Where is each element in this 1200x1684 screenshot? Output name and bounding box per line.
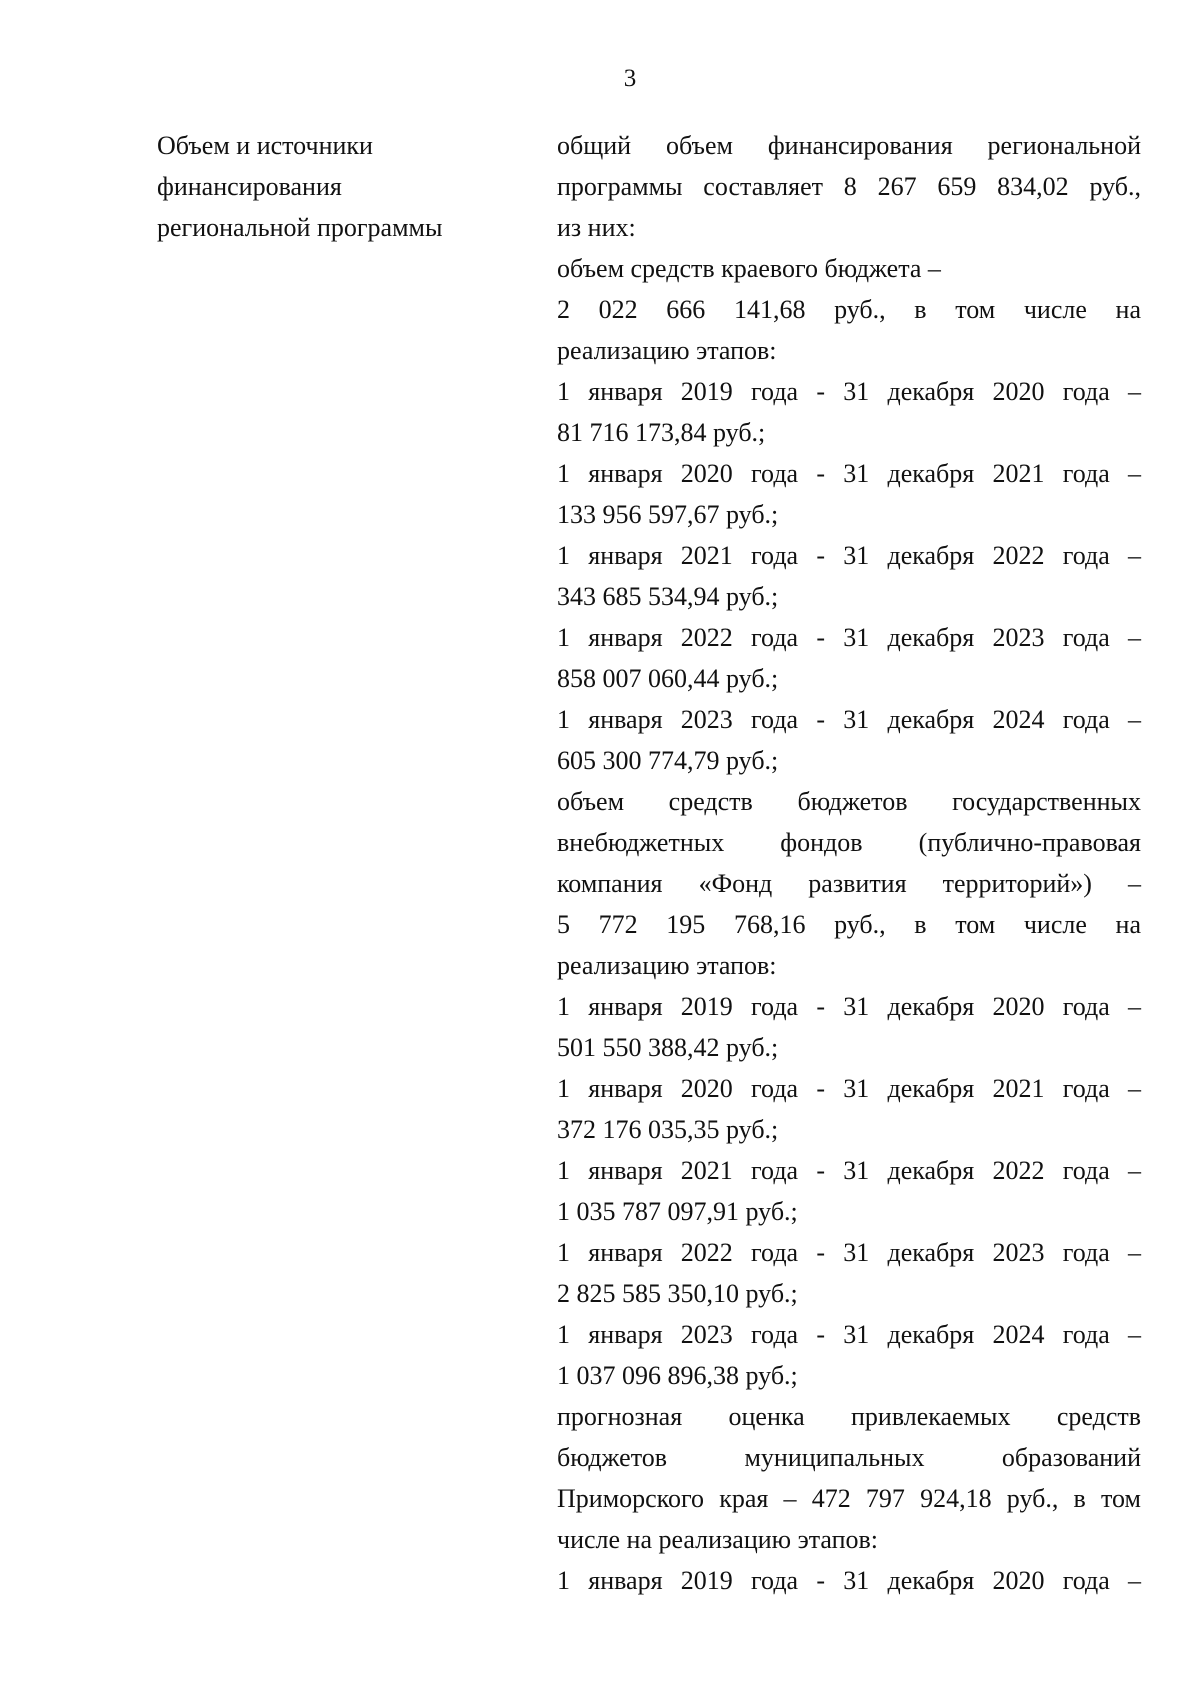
right-cell-line: общий объем финансирования региональной xyxy=(557,131,1141,160)
right-cell-line: 372 176 035,35 руб.; xyxy=(557,1115,779,1144)
right-cell-line: 1 035 787 097,91 руб.; xyxy=(557,1197,798,1226)
right-cell-line: 2 825 585 350,10 руб.; xyxy=(557,1279,798,1308)
left-cell-line: финансирования xyxy=(157,172,342,201)
page-number: 3 xyxy=(623,65,637,92)
right-cell-line: 1 января 2022 года - 31 декабря 2023 года – xyxy=(557,623,1141,652)
right-cell-line: числе на реализацию этапов: xyxy=(557,1525,879,1554)
right-cell-line: объем средств бюджетов государственных xyxy=(557,787,1141,816)
left-cell-line: Объем и источники xyxy=(157,131,373,160)
right-cell-line: 343 685 534,94 руб.; xyxy=(557,582,779,611)
right-cell-line: 1 января 2019 года - 31 декабря 2020 года – xyxy=(557,377,1141,406)
right-cell-line: программы составляет 8 267 659 834,02 руб., xyxy=(557,172,1141,201)
right-cell-line: 5 772 195 768,16 руб., в том числе на xyxy=(557,910,1141,939)
right-cell-line: 1 января 2019 года - 31 декабря 2020 года – xyxy=(557,1566,1141,1595)
right-cell-line: 605 300 774,79 руб.; xyxy=(557,746,779,775)
right-cell-line: объем средств краевого бюджета – xyxy=(557,254,941,283)
right-cell-line: 81 716 173,84 руб.; xyxy=(557,418,766,447)
right-cell-line: 501 550 388,42 руб.; xyxy=(557,1033,779,1062)
right-cell-line: 1 января 2020 года - 31 декабря 2021 года – xyxy=(557,1074,1141,1103)
right-cell-line: 133 956 597,67 руб.; xyxy=(557,500,779,529)
right-cell-line: 1 января 2023 года - 31 декабря 2024 года – xyxy=(557,705,1141,734)
right-cell-line: из них: xyxy=(557,213,636,242)
right-cell-line: 1 января 2021 года - 31 декабря 2022 года – xyxy=(557,1156,1141,1185)
right-cell-line: 858 007 060,44 руб.; xyxy=(557,664,779,693)
right-cell-line: реализацию этапов: xyxy=(557,336,777,365)
right-cell-line: реализацию этапов: xyxy=(557,951,777,980)
right-cell-line: 1 января 2020 года - 31 декабря 2021 года – xyxy=(557,459,1141,488)
left-cell-line: региональной программы xyxy=(157,213,443,242)
right-cell-line: прогнозная оценка привлекаемых средств xyxy=(557,1402,1141,1431)
right-cell-line: 1 января 2022 года - 31 декабря 2023 года – xyxy=(557,1238,1141,1267)
right-cell-line: бюджетов муниципальных образований xyxy=(557,1443,1141,1472)
right-cell-line: компания «Фонд развития территорий») – xyxy=(557,869,1141,898)
right-cell-line: 1 037 096 896,38 руб.; xyxy=(557,1361,798,1390)
left-cell-label xyxy=(157,125,497,248)
right-cell-line: внебюджетных фондов (публично-правовая xyxy=(557,828,1141,857)
right-cell-line: 1 января 2023 года - 31 декабря 2024 года – xyxy=(557,1320,1141,1349)
right-cell-line: Приморского края – 472 797 924,18 руб., в том xyxy=(557,1484,1141,1513)
right-cell-content xyxy=(557,125,1141,1601)
right-cell-line: 1 января 2019 года - 31 декабря 2020 года – xyxy=(557,992,1141,1021)
right-cell-line: 2 022 666 141,68 руб., в том числе на xyxy=(557,295,1141,324)
right-cell-line: 1 января 2021 года - 31 декабря 2022 года – xyxy=(557,541,1141,570)
